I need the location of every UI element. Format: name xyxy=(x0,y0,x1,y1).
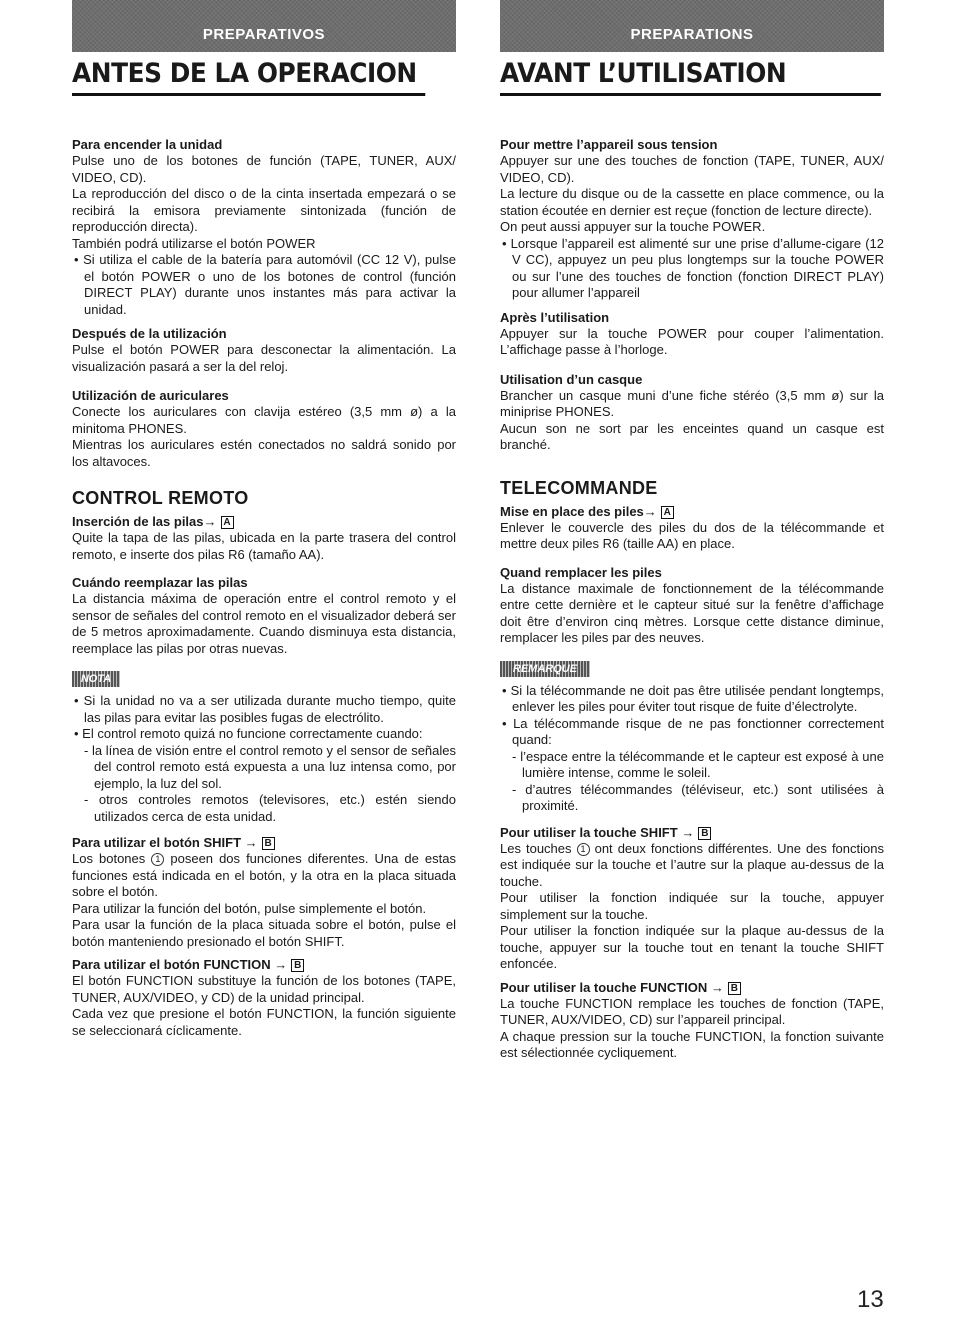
subheading-power-on: Pour mettre l’appareil sous tension xyxy=(500,137,718,152)
section-banner: PREPARATIONS xyxy=(500,0,884,52)
subheading-text: Pour utiliser la touche SHIFT xyxy=(500,824,678,840)
text-run: ont deux fonctions différentes. Une des fonctions est indiquée sur la touche et l’autre sur la plaque au-dessus de la touche. xyxy=(500,840,884,889)
figure-b-icon: B xyxy=(698,827,711,840)
paragraph: Pulse el botón POWER para desconectar la alimentación. La visualización pasará a ser la del reloj. xyxy=(72,342,456,374)
paragraph xyxy=(500,841,884,891)
subheading-function xyxy=(72,956,456,973)
subheading-after-use: Après l’utilisation xyxy=(500,309,610,325)
paragraph: Pour utiliser la fonction indiquée sur la touche, appuyer simplement sur la touche. xyxy=(500,890,884,922)
subheading-text: Inserción de las pilas xyxy=(72,514,204,529)
section-banner: PREPARATIVOS xyxy=(72,0,456,52)
circled-one-icon: 1 xyxy=(577,843,590,856)
dash-item: - d’autres télécommandes (téléviseur, etc.) sont utilisées à proximité. xyxy=(512,781,884,813)
paragraph: Aucun son ne sort par les enceintes quand un casque est branché. xyxy=(500,420,884,452)
figure-a-icon: A xyxy=(221,516,234,529)
paragraph: La lecture du disque ou de la cassette en place commence, ou la station écoutée en dernier est reçue (fonction de lecture directe). xyxy=(500,186,884,218)
dash-item: - l’espace entre la télécommande et le capteur est exposé à une lumière intense, comme le soleil. xyxy=(512,748,884,780)
bullet-item: • El control remoto quizá no funcione correctamente cuando: xyxy=(74,726,423,741)
paragraph: Appuyer sur la touche POWER pour couper l’alimentation. L’affichage passe à l’horloge. xyxy=(500,325,884,357)
paragraph: Conecte los auriculares con clavija estéreo (3,5 mm ø) a la minitoma PHONES. xyxy=(72,404,456,436)
subheading-shift xyxy=(72,834,456,851)
dash-item: - la línea de visión entre el control remoto y el sensor de señales del control remoto está expuesta a una luz intensa como, por ejemplo, la luz del sol. xyxy=(84,742,456,791)
subheading-battery-insert xyxy=(72,513,456,530)
subheading-power-on: Para encender la unidad xyxy=(72,137,223,152)
arrow-icon: → xyxy=(274,957,288,972)
note-label: NOTA xyxy=(72,671,120,687)
text-run: poseen dos funciones diferentes. Una de estas funciones está indicada en el botón, y la otra en la placa situada sobre el botón. xyxy=(72,851,456,899)
paragraph: Pour utiliser la fonction indiquée sur la plaque au-dessus de la touche, appuyer sur la touche tout en tenant la touche SHIFT enfoncée. xyxy=(500,923,884,971)
subheading-headphones: Utilización de auriculares xyxy=(72,388,229,403)
spanish-content xyxy=(72,136,456,1039)
section-title-remote: CONTROL REMOTO xyxy=(72,488,249,508)
bullet-item: • Lorsque l’appareil est alimenté sur une prise d’allume-cigare (12 V CC), appuyez un peu plus longtemps sur la touche POWER ou sur l’une des touches de fonction (fonction DIRECT PLAY) pour allumer l’appareil xyxy=(502,235,884,300)
subheading-battery-replace: Cuándo reemplazar las pilas xyxy=(72,575,248,590)
paragraph: A chaque pression sur la touche FUNCTION, la fonction suivante est sélectionnée cycliquement. xyxy=(500,1028,884,1060)
paragraph: Appuyer sur une des touches de fonction (TAPE, TUNER, AUX/ VIDEO, CD). xyxy=(500,153,884,185)
text-run: Los botones xyxy=(72,851,146,866)
subheading-battery-replace: Quand remplacer les piles xyxy=(500,564,662,580)
paragraph: Para utilizar la función del botón, pulse simplemente el botón. xyxy=(72,900,427,916)
page-number: 13 xyxy=(857,1286,884,1313)
paragraph: La touche FUNCTION remplace les touches de fonction (TAPE, TUNER, AUX/VIDEO, CD) sur l’appareil principal. xyxy=(500,995,884,1027)
subheading-text: Para utilizar el botón FUNCTION xyxy=(72,957,271,972)
arrow-icon: → xyxy=(710,979,724,995)
note-label: REMARQUE xyxy=(500,661,590,677)
paragraph: Mientras los auriculares estén conectados no saldrá sonido por los altavoces. xyxy=(72,437,456,469)
paragraph: On peut aussi appuyer sur la touche POWER. xyxy=(500,219,766,234)
arrow-icon: → xyxy=(681,824,695,840)
dash-item: - otros controles remotos (televisores, etc.) estén siendo utilizados cerca de esta unidad. xyxy=(84,792,456,824)
bullet-item: • Si la télécommande ne doit pas être utilisée pendant longtemps, enlever les piles pour éviter tout risque de fuite d’électrolyte. xyxy=(502,682,884,714)
page-title: ANTES DE LA OPERACION xyxy=(72,58,425,96)
figure-b-icon: B xyxy=(262,837,275,850)
arrow-icon: → xyxy=(244,835,258,850)
paragraph: Enlever le couvercle des piles du dos de la télécommande et mettre deux piles R6 (taille AA) en place. xyxy=(500,519,884,551)
subheading-after-use: Después de la utilización xyxy=(72,326,227,341)
page-title: AVANT L’UTILISATION xyxy=(500,58,881,96)
paragraph: Cada vez que presione el botón FUNCTION, la función siguiente se seleccionará cíclicamente. xyxy=(72,1006,456,1038)
section-title-remote: TELECOMMANDE xyxy=(500,477,658,498)
paragraph: Quite la tapa de las pilas, ubicada en la parte trasera del control remoto, e inserte dos pilas R6 (tamaño AA). xyxy=(72,530,456,562)
figure-b-icon: B xyxy=(291,959,304,972)
bullet-item: • La télécommande risque de ne pas fonctionner correctement quand: xyxy=(502,715,884,747)
figure-b-icon: B xyxy=(728,982,741,995)
paragraph: El botón FUNCTION substituye la función de los botones (TAPE, TUNER, AUX/VIDEO, y CD) de la unidad principal. xyxy=(72,973,456,1005)
subheading-text: Para utilizar el botón SHIFT xyxy=(72,835,242,850)
french-content xyxy=(500,136,884,1062)
paragraph: La distancia máxima de operación entre el control remoto y el sensor de señales del control remoto en el visualizador deberá ser de 5 metros aproximadamente. Cuando disminuya esta distancia, reemplace las pilas por otras nuevas. xyxy=(72,591,456,656)
paragraph: Pulse uno de los botones de función (TAPE, TUNER, AUX/ VIDEO, CD). xyxy=(72,153,456,185)
paragraph: Brancher un casque muni d’une fiche stéréo (3,5 mm ø) sur la miniprise PHONES. xyxy=(500,387,884,419)
subheading-text: Pour utiliser la touche FUNCTION xyxy=(500,979,708,995)
paragraph xyxy=(72,851,456,901)
paragraph: La reproducción del disco o de la cinta insertada empezará o se recibirá la emisora previamente sintonizada (función de reproducción directa). xyxy=(72,186,456,234)
arrow-icon: → xyxy=(643,503,657,519)
subheading-headphones: Utilisation d’un casque xyxy=(500,371,643,387)
paragraph: También podrá utilizarse el botón POWER xyxy=(72,235,316,251)
figure-a-icon: A xyxy=(661,506,674,519)
paragraph: Para usar la función de la placa situada sobre el botón, pulse el botón manteniendo presionado el botón SHIFT. xyxy=(72,917,456,949)
subheading-text: Mise en place des piles xyxy=(500,503,644,519)
paragraph: La distance maximale de fonctionnement de la télécommande entre cette dernière et le capteur situé sur la fenêtre d’affichage doit être d’environ cinq mètres. Lorsque cette distance diminue, remplacer les piles par des neuves. xyxy=(500,580,884,645)
bullet-item: • Si utiliza el cable de la batería para automóvil (CC 12 V), pulse el botón POWER o uno de los botones de control (función DIRECT PLAY) durante unos instantes más para activar la unidad. xyxy=(74,252,456,317)
text-run: Les touches xyxy=(500,840,572,856)
subheading-shift xyxy=(500,824,884,841)
subheading-function xyxy=(500,979,884,996)
circled-one-icon: 1 xyxy=(151,853,164,866)
bullet-item: • Si la unidad no va a ser utilizada durante mucho tiempo, quite las pilas para evitar las posibles fugas de electrólito. xyxy=(74,693,456,725)
arrow-icon: → xyxy=(203,514,217,529)
subheading-battery-insert xyxy=(500,503,884,520)
